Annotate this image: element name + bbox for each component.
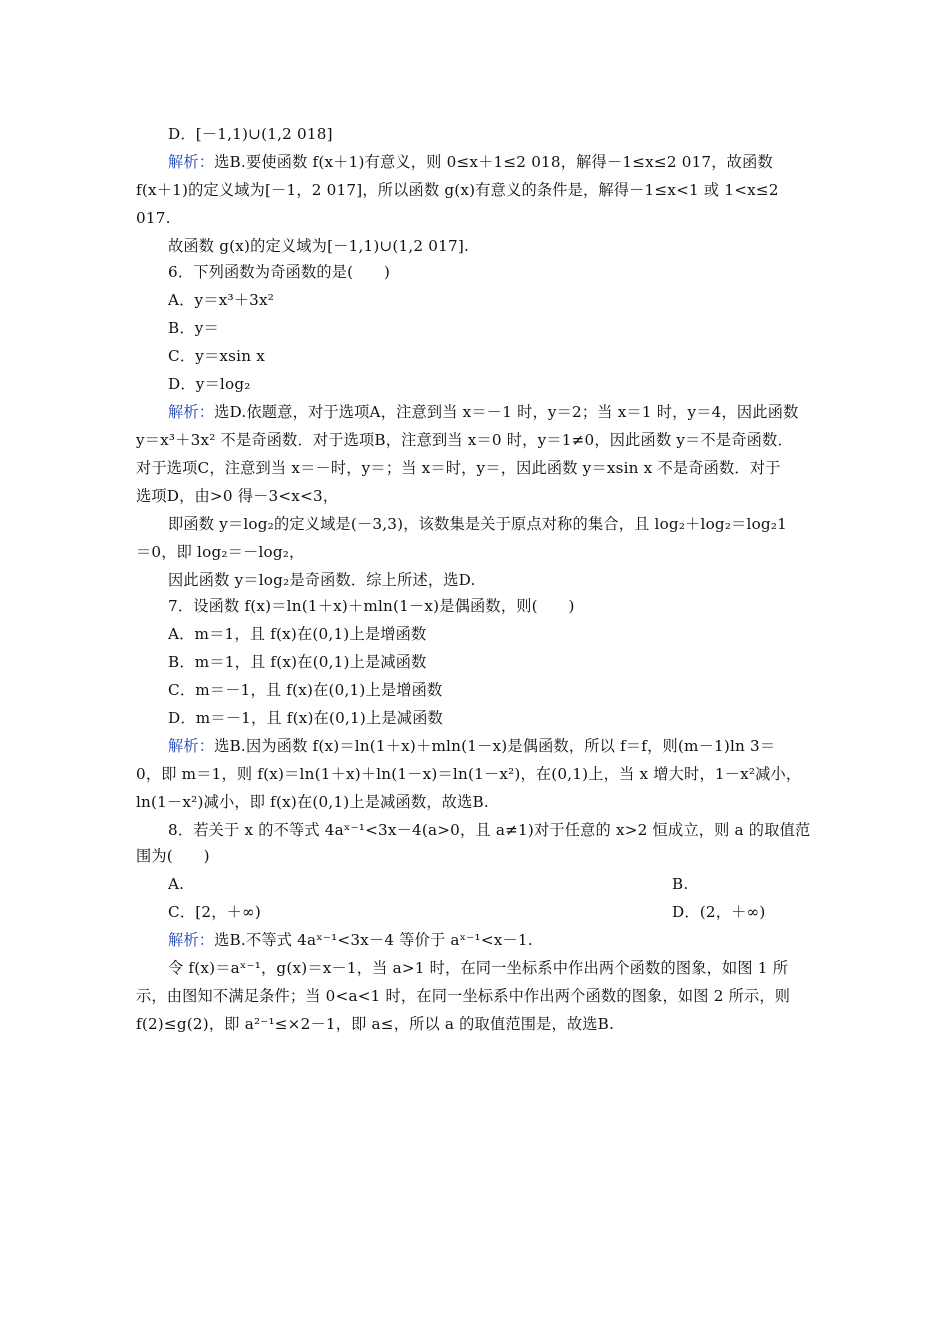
q8-analysis-line: f(2)≤g(2)，即 a²⁻¹≤×2－1，即 a≤，所以 a 的取值范围是，故选B.	[136, 1015, 615, 1033]
q7-analysis-line: 解析：选B.因为函数 f(x)＝ln(1＋x)＋mln(1－x)是偶函数，所以 f＝f，则(m－1)ln 3＝	[168, 737, 776, 755]
q7-option-d: D．m＝－1，且 f(x)在(0,1)上是减函数	[168, 709, 443, 727]
q7-option-a: A．m＝1，且 f(x)在(0,1)上是增函数	[168, 625, 427, 643]
q8-option-d: D．(2，＋∞)	[672, 903, 766, 921]
analysis-label: 解析：	[168, 403, 215, 421]
q6-stem: 6．下列函数为奇函数的是( )	[168, 263, 391, 281]
q5-conclusion: 故函数 g(x)的定义域为[－1,1)∪(1,2 017].	[168, 237, 470, 255]
q5-analysis-line: 017.	[136, 209, 171, 227]
q6-analysis-line: y＝x³＋3x² 不是奇函数．对于选项B，注意到当 x＝0 时，y＝1≠0，因此函数 y＝不是奇函数．	[136, 431, 793, 449]
q6-analysis-line: 即函数 y＝log₂的定义域是(－3,3)，该数集是关于原点对称的集合，且 log₂＋log₂＝log₂1	[168, 515, 787, 533]
q6-analysis-line: 对于选项C，注意到当 x＝－时，y＝；当 x＝时，y＝，因此函数 y＝xsin x 不是奇函数．对于	[136, 459, 781, 477]
q8-option-b: B.	[672, 875, 689, 893]
q6-analysis-line: 选项D，由>0 得－3<x<3，	[136, 487, 339, 505]
analysis-label: 解析：	[168, 931, 215, 949]
q7-analysis-line: ln(1－x²)减小，即 f(x)在(0,1)上是减函数，故选B.	[136, 793, 489, 811]
q7-option-c: C．m＝－1，且 f(x)在(0,1)上是增函数	[168, 681, 443, 699]
q8-analysis-line: 解析：选B.不等式 4aˣ⁻¹<3x－4 等价于 aˣ⁻¹<x－1.	[168, 931, 533, 949]
q5-option-d: D．[－1,1)∪(1,2 018]	[168, 125, 333, 143]
q5-analysis-line: f(x＋1)的定义域为[－1，2 017]，所以函数 g(x)有意义的条件是，解得－1≤x<1 或 1<x≤2	[136, 181, 779, 199]
q6-option-c: C．y＝xsin x	[168, 347, 265, 365]
q6-analysis-line: 解析：选D.依题意，对于选项A，注意到当 x＝－1 时，y＝2；当 x＝1 时，y＝4，因此函数	[168, 403, 799, 421]
q8-analysis-line: 示，由图知不满足条件；当 0<a<1 时，在同一坐标系中作出两个函数的图象，如图 2 所示，则	[136, 987, 791, 1005]
q6-option-b: B．y＝	[168, 319, 219, 337]
q6-option-d: D．y＝log₂	[168, 375, 251, 393]
analysis-label: 解析：	[168, 153, 215, 171]
q5-analysis-line: 解析：选B.要使函数 f(x＋1)有意义，则 0≤x＋1≤2 018，解得－1≤x≤2 017，故函数	[168, 153, 773, 171]
q7-analysis-line: 0，即 m＝1，则 f(x)＝ln(1＋x)＋ln(1－x)＝ln(1－x²)，在(0,1)上，当 x 增大时，1－x²减小，	[136, 765, 802, 783]
q8-option-a: A.	[168, 875, 185, 893]
q7-option-b: B．m＝1，且 f(x)在(0,1)上是减函数	[168, 653, 427, 671]
q7-stem: 7．设函数 f(x)＝ln(1＋x)＋mln(1－x)是偶函数，则( )	[168, 597, 575, 615]
q8-stem: 8．若关于 x 的不等式 4aˣ⁻¹<3x－4(a>0，且 a≠1)对于任意的 x>2 恒成立，则 a 的取值范	[168, 821, 811, 839]
q6-analysis-line: 因此函数 y＝log₂是奇函数．综上所述，选D.	[168, 571, 476, 589]
analysis-label: 解析：	[168, 737, 215, 755]
q8-option-c: C．[2，＋∞)	[168, 903, 261, 921]
q6-option-a: A．y＝x³＋3x²	[168, 291, 275, 309]
q6-analysis-line: ＝0，即 log₂＝－log₂，	[136, 543, 305, 561]
q8-analysis-line: 令 f(x)＝aˣ⁻¹，g(x)＝x－1，当 a>1 时，在同一坐标系中作出两个函数的图象，如图 1 所	[168, 959, 789, 977]
q8-stem: 围为( )	[136, 847, 210, 865]
